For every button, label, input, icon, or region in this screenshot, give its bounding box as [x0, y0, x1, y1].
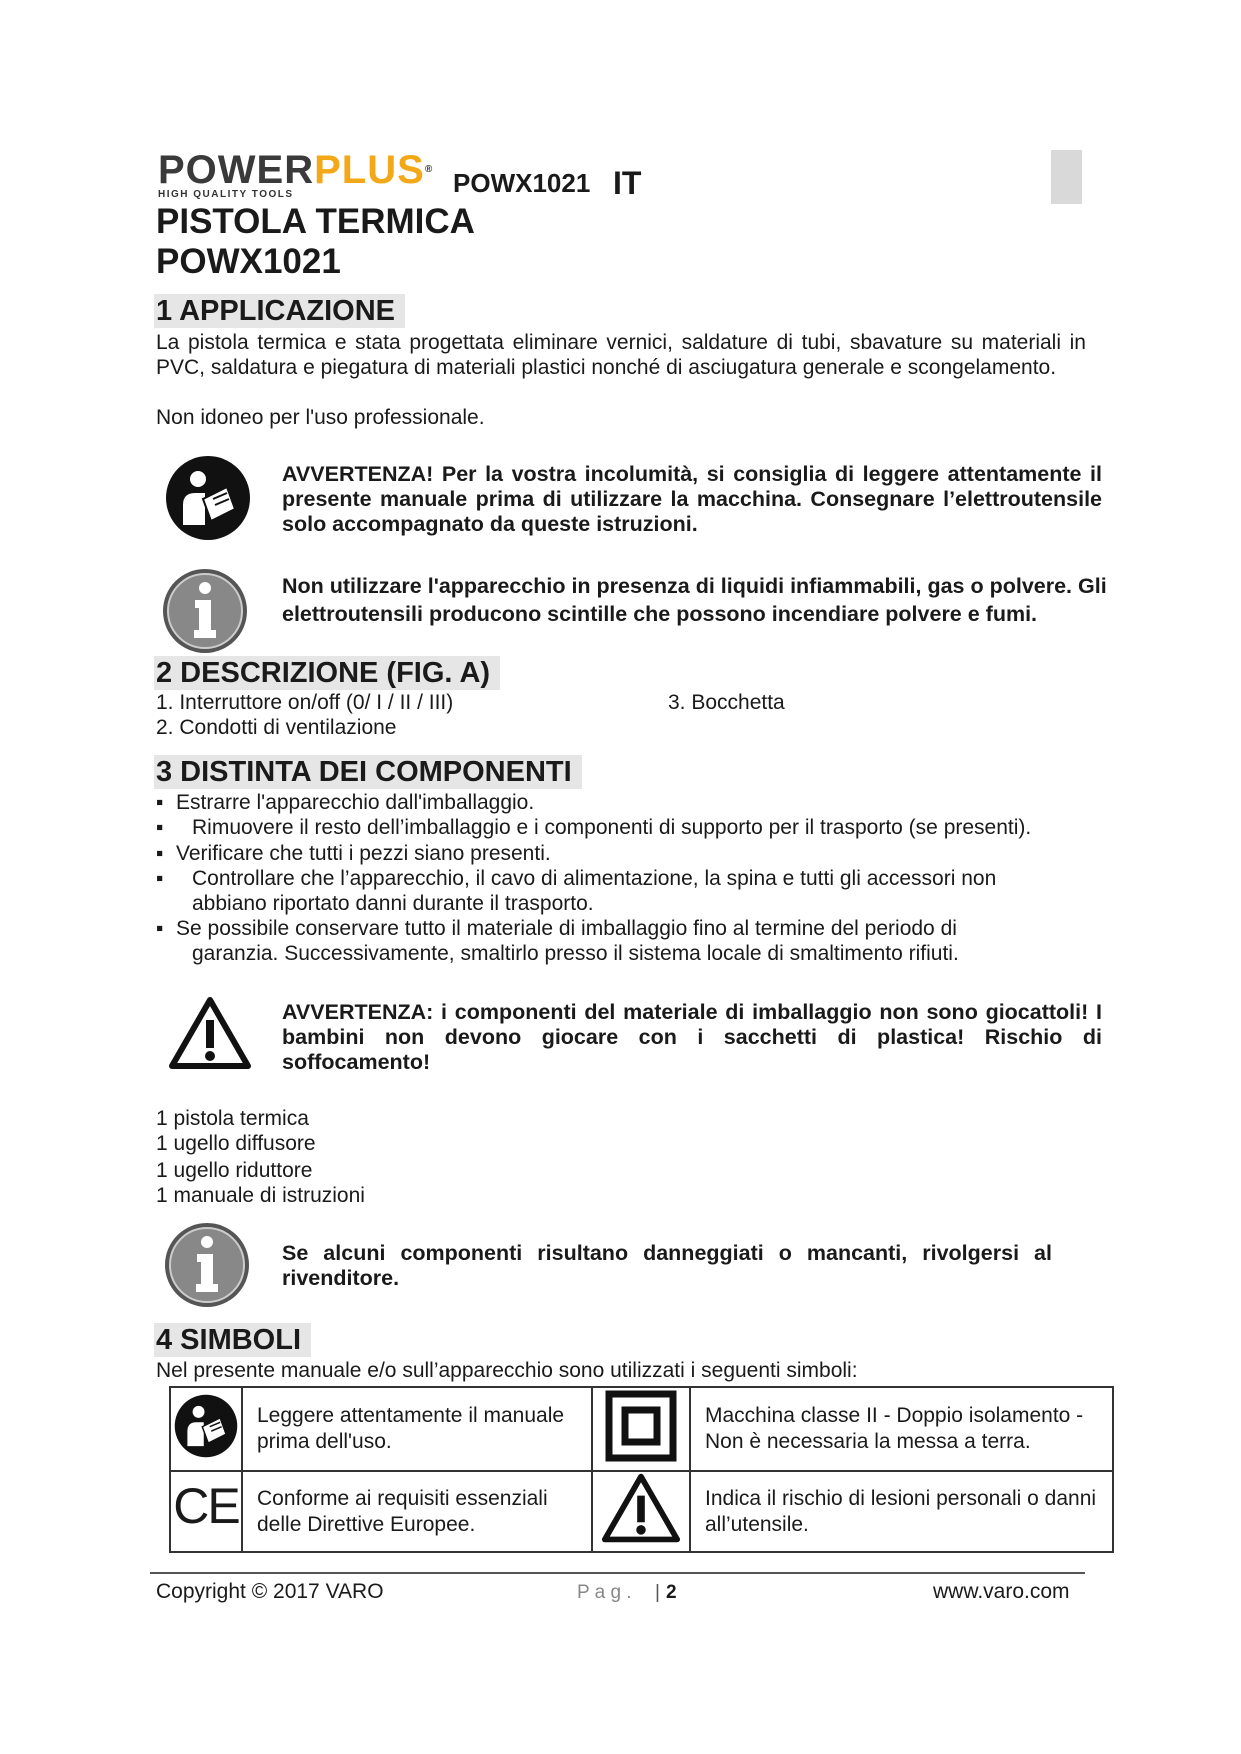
ce-mark-icon: CE	[173, 1478, 239, 1534]
symbol-desc-read-manual: Leggere attentamente il manuale prima dell'uso.	[242, 1387, 592, 1471]
info-icon	[162, 568, 248, 654]
footer-page-separator: |	[655, 1582, 660, 1603]
bullet-item-5: ▪ Se possibile conservare tutto il materiale di imballaggio fino al termine del periodo di	[156, 917, 957, 940]
contents-item-3: 1 ugello riduttore	[156, 1159, 313, 1182]
symbol-cell	[170, 1471, 242, 1552]
warning-read-manual: AVVERTENZA! Per la vostra incolumità, si consiglia di leggere attentamente il presente manuale prima di utilizzare la macchina. Consegnare l’elettroutensile solo accompagnato da queste istruzioni.	[282, 462, 1102, 536]
footer-page-label: P a g .	[577, 1582, 632, 1603]
bullet-item-4: ▪ Controllare che l’apparecchio, il cavo di alimentazione, la spina e tutti gli accessori non	[156, 867, 997, 890]
symbols-table	[169, 1386, 1114, 1553]
class-ii-icon	[605, 1390, 677, 1462]
brand-reg: ®	[424, 164, 434, 175]
section-heading-applicazione: 1 APPLICAZIONE	[154, 294, 405, 328]
footer-divider	[150, 1572, 1085, 1574]
read-manual-icon	[165, 455, 251, 541]
section-heading-distinta: 3 DISTINTA DEI COMPONENTI	[154, 755, 582, 789]
symbol-desc-class-ii: Macchina classe II - Doppio isolamento - Non è necessaria la messa a terra.	[690, 1387, 1113, 1471]
bullet-item-5-cont: garanzia. Successivamente, smaltirlo presso il sistema locale di smaltimento rifiuti.	[192, 942, 959, 965]
symbol-cell	[592, 1471, 690, 1552]
header-language: IT	[613, 165, 642, 201]
symbol-desc-danger: Indica il rischio di lesioni personali o danni all’utensile.	[690, 1471, 1113, 1552]
page-subtitle-model: POWX1021	[156, 242, 341, 281]
info-icon	[164, 1222, 250, 1308]
symbol-cell	[170, 1387, 242, 1471]
contents-item-4: 1 manuale di istruzioni	[156, 1184, 365, 1207]
bullet-item-2: ▪ Rimuovere il resto dell’imballaggio e i componenti di supporto per il trasporto (se presenti).	[156, 816, 1032, 839]
applicazione-note: Non idoneo per l'uso professionale.	[156, 406, 485, 429]
applicazione-text: La pistola termica e stata progettata eliminare vernici, saldature di tubi, sbavature su materiali in PVC, saldatura e piegatura di materiali plastici nonché di asciugatura generale e scongelamento.	[156, 331, 1086, 379]
page-title: PISTOLA TERMICA	[156, 202, 475, 241]
section-heading-descrizione: 2 DESCRIZIONE (FIG. A)	[154, 656, 500, 690]
footer-copyright: Copyright © 2017 VARO	[156, 1580, 384, 1603]
descrizione-item-1: 1. Interruttore on/off (0/ I / II / III)	[156, 691, 454, 714]
table-row	[170, 1387, 1113, 1471]
descrizione-item-2: 2. Condotti di ventilazione	[156, 716, 397, 739]
symbol-cell	[592, 1387, 690, 1471]
contents-item-2: 1 ugello diffusore	[156, 1132, 316, 1155]
warning-packaging: AVVERTENZA: i componenti del materiale di imballaggio non sono giocattoli! I bambini non devono giocare con i sacchetti di plastica! Rischio di soffocamento!	[282, 1000, 1102, 1074]
simboli-intro: Nel presente manuale e/o sull’apparecchio sono utilizzati i seguenti simboli:	[156, 1359, 858, 1382]
footer-page-number: 2	[666, 1582, 677, 1603]
warning-damaged: Se alcuni componenti risultano danneggiati o mancanti, rivolgersi al rivenditore.	[282, 1241, 1052, 1290]
warning-flammable: Non utilizzare l'apparecchio in presenza di liquidi infiammabili, gas o polvere. Gli elettroutensili producono scintille che possono incendiare polvere e fumi.	[282, 574, 1107, 626]
brand-tagline: HIGH QUALITY TOOLS	[158, 189, 294, 200]
descrizione-item-3: 3. Bocchetta	[668, 691, 785, 714]
brand-part2: PLUS	[314, 148, 425, 192]
bullet-item-4-cont: abbiano riportato danni durante il trasporto.	[192, 892, 594, 915]
brand-part1: POWER	[158, 148, 315, 192]
read-manual-icon	[174, 1394, 238, 1458]
warning-triangle-icon	[168, 996, 252, 1070]
bullet-item-3: ▪ Verificare che tutti i pezzi siano presenti.	[156, 842, 551, 865]
footer-website: www.varo.com	[933, 1580, 1070, 1603]
page-tab-marker	[1051, 150, 1082, 204]
bullet-item-1: ▪ Estrarre l'apparecchio dall'imballaggio.	[156, 791, 535, 814]
symbol-desc-ce: Conforme ai requisiti essenziali delle Direttive Europee.	[242, 1471, 592, 1552]
warning-triangle-icon	[601, 1472, 681, 1544]
table-row	[170, 1471, 1113, 1552]
section-heading-simboli: 4 SIMBOLI	[154, 1323, 311, 1357]
contents-item-1: 1 pistola termica	[156, 1107, 309, 1130]
header-model: POWX1021	[453, 168, 591, 198]
brand-logo	[158, 150, 448, 200]
